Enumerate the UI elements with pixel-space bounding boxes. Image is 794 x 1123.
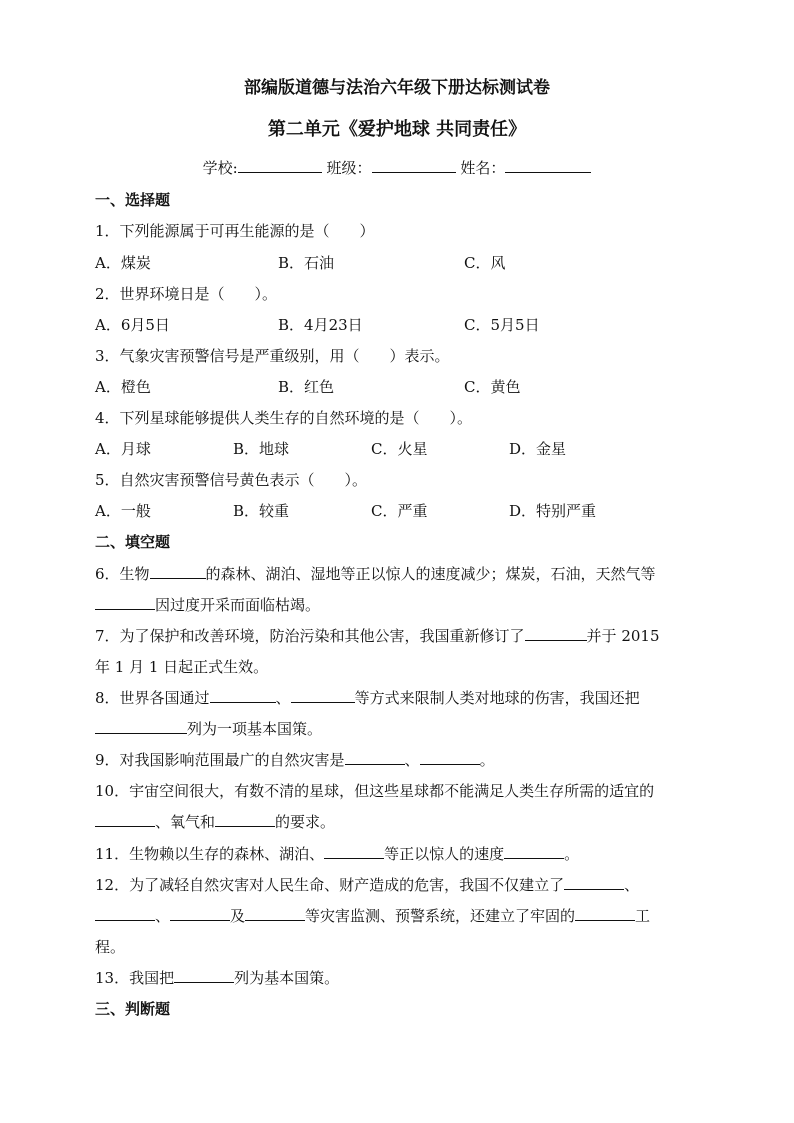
question-12-blank-3[interactable] bbox=[170, 906, 230, 921]
question-9-blank-1[interactable] bbox=[345, 750, 405, 765]
question-3-option-c[interactable]: C．黄色 bbox=[464, 378, 521, 396]
question-9-text: 9．对我国影响范围最广的自然灾害是 bbox=[95, 751, 345, 769]
question-8-line-2 bbox=[95, 719, 322, 739]
question-11-text: 等正以惊人的速度 bbox=[384, 845, 505, 863]
question-4-option-d[interactable]: D．金星 bbox=[509, 440, 567, 458]
question-12-text: 12．为了减轻自然灾害对人民生命、财产造成的危害，我国不仅建立了 bbox=[95, 876, 565, 894]
student-info-row bbox=[0, 158, 794, 178]
question-5-option-d[interactable]: D．特别严重 bbox=[509, 502, 597, 520]
name-label: 姓名： bbox=[460, 159, 506, 177]
question-4-option-b[interactable]: B．地球 bbox=[233, 440, 290, 458]
question-6-text: 6．生物 bbox=[95, 565, 150, 583]
question-8-text: 等方式来限制人类对地球的伤害，我国还把 bbox=[354, 689, 640, 707]
question-2-stem: 2．世界环境日是（ ）。 bbox=[95, 285, 278, 303]
question-12-blank-1[interactable] bbox=[564, 875, 624, 890]
question-8-blank-1[interactable] bbox=[210, 688, 276, 703]
question-12-line-1 bbox=[95, 875, 639, 895]
question-13-text: 13．我国把 bbox=[95, 969, 175, 987]
question-12-blank-5[interactable] bbox=[575, 906, 635, 921]
unit-title: 第二单元《爱护地球 共同责任》 bbox=[267, 119, 527, 140]
question-8-blank-3[interactable] bbox=[95, 719, 187, 734]
question-12-text: 、 bbox=[155, 907, 171, 925]
section-fill-heading: 二、填空题 bbox=[95, 533, 171, 551]
question-11-line bbox=[95, 844, 579, 864]
question-1-option-c[interactable]: C．风 bbox=[464, 254, 506, 272]
question-7-text: 7．为了保护和改善环境，防治污染和其他公害，我国重新修订了 bbox=[95, 627, 525, 645]
name-blank[interactable] bbox=[505, 158, 591, 173]
question-5-option-c[interactable]: C．严重 bbox=[371, 502, 428, 520]
question-10-line-1: 10．宇宙空间很大，有数不清的星球，但这些星球都不能满足人类生存所需的适宜的 bbox=[95, 782, 655, 800]
question-3-option-b[interactable]: B．红色 bbox=[278, 378, 335, 396]
question-3-option-a[interactable]: A．橙色 bbox=[95, 378, 151, 396]
question-9-text: 、 bbox=[404, 751, 420, 769]
question-12-blank-2[interactable] bbox=[95, 906, 155, 921]
question-8-text: 8．世界各国通过 bbox=[95, 689, 210, 707]
question-10-text: 、氧气和 bbox=[155, 813, 216, 831]
question-10-blank-2[interactable] bbox=[215, 812, 275, 827]
question-9-line bbox=[95, 750, 495, 770]
question-12-text: 等灾害监测、预警系统，还建立了牢固的 bbox=[305, 907, 576, 925]
question-7-blank-1[interactable] bbox=[525, 626, 587, 641]
section-choice-heading: 一、选择题 bbox=[95, 191, 171, 209]
question-13-line bbox=[95, 968, 339, 988]
question-8-text: 、 bbox=[275, 689, 291, 707]
section-judge-heading: 三、判断题 bbox=[95, 1000, 171, 1018]
question-7-text: 并于 2015 bbox=[586, 627, 660, 645]
question-11-blank-2[interactable] bbox=[504, 844, 564, 859]
question-5-stem: 5．自然灾害预警信号黄色表示（ ）。 bbox=[95, 471, 368, 489]
question-1-stem: 1．下列能源属于可再生能源的是（ ） bbox=[95, 222, 375, 240]
question-11-text: 11．生物赖以生存的森林、湖泊、 bbox=[95, 845, 325, 863]
question-9-text: 。 bbox=[479, 751, 495, 769]
school-label: 学校: bbox=[202, 159, 238, 177]
page-title: 部编版道德与法治六年级下册达标测试卷 bbox=[244, 78, 550, 98]
question-12-text: 工 bbox=[635, 907, 651, 925]
question-10-text: 的要求。 bbox=[275, 813, 336, 831]
question-7-line-1 bbox=[95, 626, 660, 646]
question-6-blank-1[interactable] bbox=[150, 564, 206, 579]
question-12-line-3: 程。 bbox=[95, 938, 126, 956]
question-6-text: 因过度开采而面临枯竭。 bbox=[155, 596, 321, 614]
question-2-option-c[interactable]: C．5月5日 bbox=[464, 316, 540, 334]
question-11-blank-1[interactable] bbox=[324, 844, 384, 859]
question-5-option-b[interactable]: B．较重 bbox=[233, 502, 290, 520]
question-6-line-1 bbox=[95, 564, 656, 584]
question-5-option-a[interactable]: A．一般 bbox=[95, 502, 151, 520]
question-1-option-a[interactable]: A．煤炭 bbox=[95, 254, 151, 272]
question-6-line-2 bbox=[95, 595, 320, 615]
question-4-stem: 4．下列星球能够提供人类生存的自然环境的是（ ）。 bbox=[95, 409, 473, 427]
question-12-text: 、 bbox=[624, 876, 640, 894]
question-9-blank-2[interactable] bbox=[420, 750, 480, 765]
question-6-blank-2[interactable] bbox=[95, 595, 155, 610]
question-12-text: 及 bbox=[230, 907, 246, 925]
question-4-option-c[interactable]: C．火星 bbox=[371, 440, 428, 458]
class-label: 班级： bbox=[326, 159, 372, 177]
question-8-blank-2[interactable] bbox=[291, 688, 355, 703]
question-8-text: 列为一项基本国策。 bbox=[187, 720, 323, 738]
question-4-option-a[interactable]: A．月球 bbox=[95, 440, 151, 458]
question-8-line-1 bbox=[95, 688, 640, 708]
question-6-text: 的森林、湖泊、湿地等正以惊人的速度减少；煤炭，石油，天然气等 bbox=[205, 565, 656, 583]
question-2-option-b[interactable]: B．4月23日 bbox=[278, 316, 363, 334]
question-13-blank-1[interactable] bbox=[174, 968, 234, 983]
school-blank[interactable] bbox=[238, 158, 322, 173]
question-10-line-2 bbox=[95, 812, 335, 832]
class-blank[interactable] bbox=[372, 158, 456, 173]
question-2-option-a[interactable]: A．6月5日 bbox=[95, 316, 170, 334]
question-11-text: 。 bbox=[564, 845, 580, 863]
question-7-line-2: 年 1 月 1 日起正式生效。 bbox=[95, 658, 269, 676]
question-13-text: 列为基本国策。 bbox=[234, 969, 340, 987]
question-1-option-b[interactable]: B．石油 bbox=[278, 254, 335, 272]
question-10-blank-1[interactable] bbox=[95, 812, 155, 827]
question-12-line-2 bbox=[95, 906, 650, 926]
question-12-blank-4[interactable] bbox=[245, 906, 305, 921]
question-3-stem: 3．气象灾害预警信号是严重级别，用（ ）表示。 bbox=[95, 347, 450, 365]
